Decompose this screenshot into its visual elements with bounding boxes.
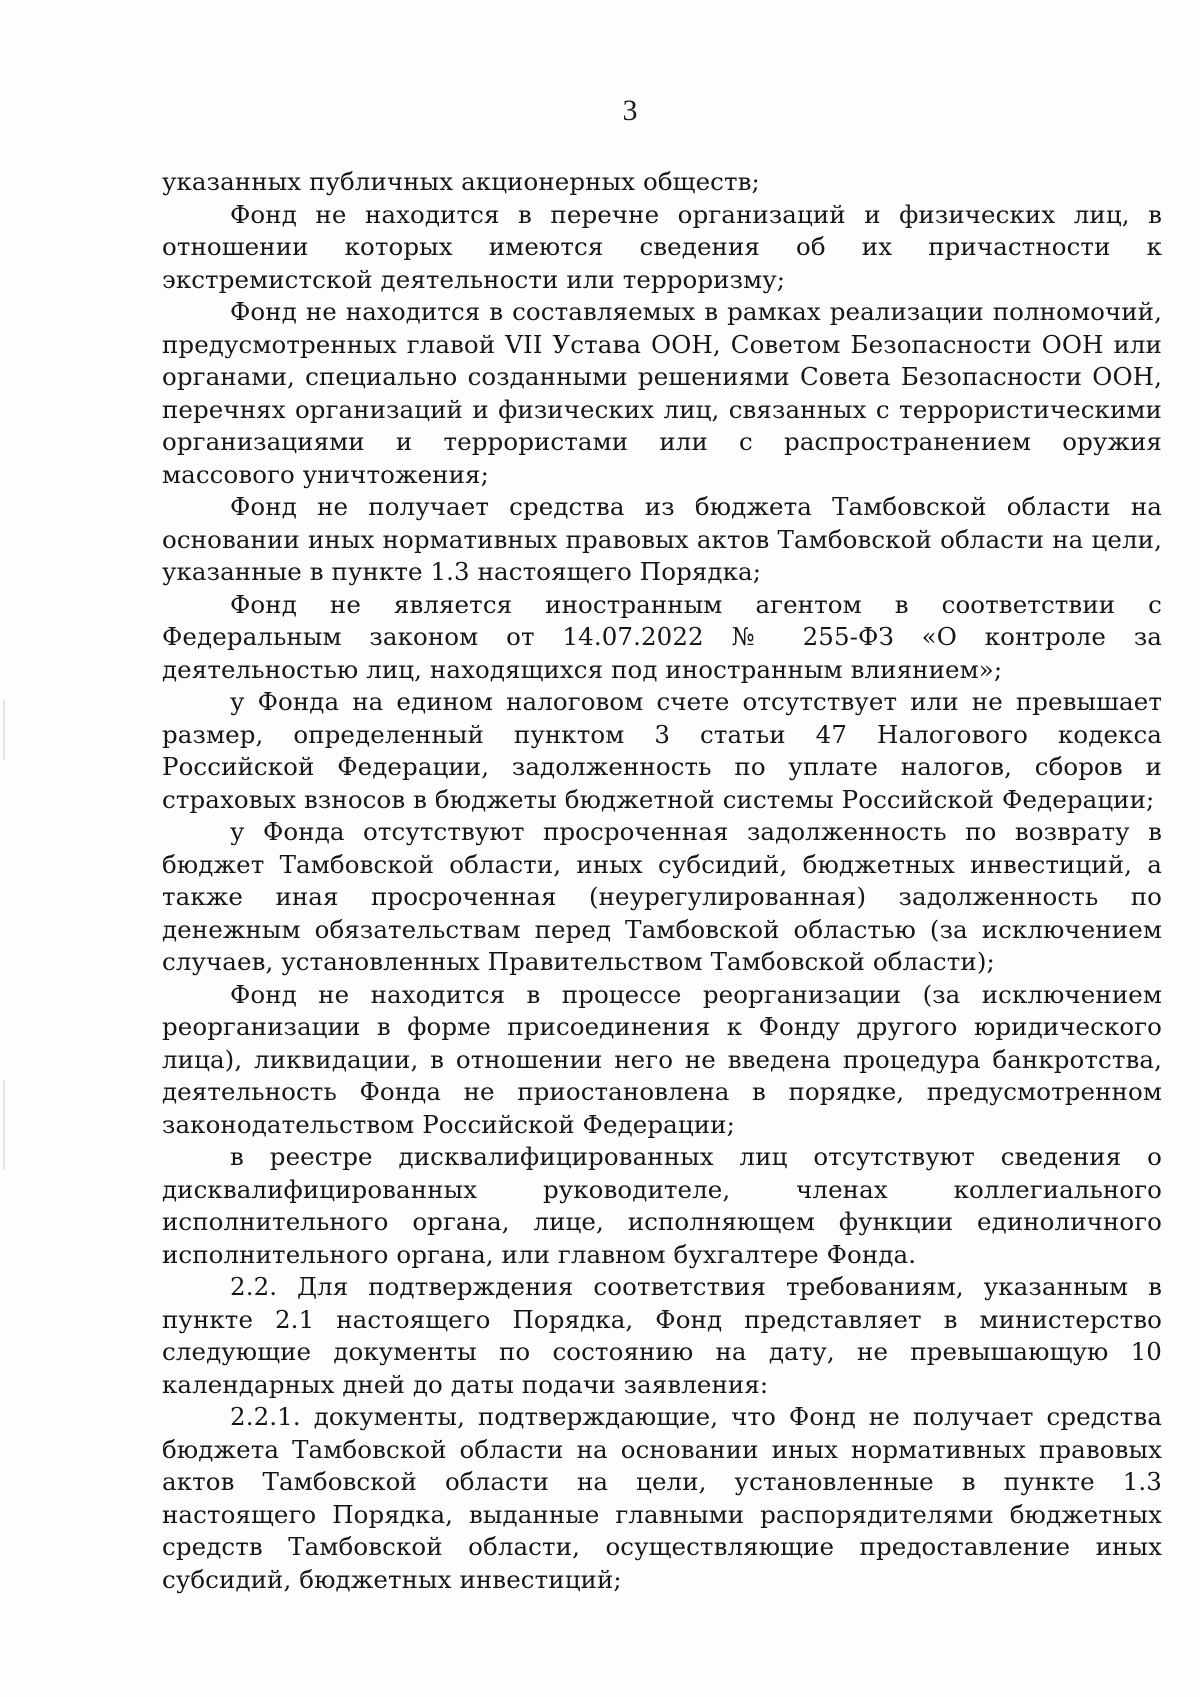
paragraph: 2.2. Для подтверждения соответствия требованиям, указанным в пункте 2.1 настоящего Порядка, Фонд представляет в министерство следующие документы по состоянию на дату, не превышающую 10 календарных дней до даты подачи заявления: [162, 1272, 1162, 1399]
paragraph: у Фонда на едином налоговом счете отсутствует или не превышает размер, определенный пунктом 3 статьи 47 Налогового кодекса Российской Федерации, задолженность по уплате налогов, сборов и страховых взносов в бюджеты бюджетной системы Российской Федерации; [162, 687, 1162, 814]
paragraph: Фонд не находится в перечне организаций и физических лиц, в отношении которых имеются сведения об их причастности к экстремистской деятельности или терроризму; [162, 199, 1162, 294]
paragraph: Фонд не является иностранным агентом в соответствии с Федеральным законом от 14.07.2022 № 255-ФЗ «О контроле за деятельностью лиц, находящихся под иностранным влиянием»; [162, 589, 1162, 684]
paragraph: указанных публичных акционерных обществ; [162, 167, 760, 196]
scan-edge-mark [3, 1080, 5, 1170]
paragraph: Фонд не находится в процессе реорганизации (за исключением реорганизации в форме присоединения к Фонду другого юридического лица), ликвидации, в отношении него не введена процедура банкротства, деятельность Фонда не приостановлена в порядке, предусмотренном законодательством Российской Федерации; [162, 979, 1162, 1139]
paragraph: в реестре дисквалифицированных лиц отсутствуют сведения о дисквалифицированных руководителе, членах коллегиального исполнительного органа, лице, исполняющем функции единоличного исполнительного органа, или главном бухгалтере Фонда. [162, 1142, 1162, 1269]
paragraph: Фонд не находится в составляемых в рамках реализации полномочий, предусмотренных главой VII Устава ООН, Советом Безопасности ООН или органами, специально созданными решениями Совета Безопасности ООН, перечнях организаций и физических лиц, связанных с террористическими организациями и террористами или с распространением оружия массового уничтожения; [162, 297, 1162, 489]
page-number: 3 [622, 94, 638, 127]
scan-edge-mark [3, 700, 5, 760]
paragraph: Фонд не получает средства из бюджета Тамбовской области на основании иных нормативных правовых актов Тамбовской области на цели, указанные в пункте 1.3 настоящего Порядка; [162, 492, 1162, 586]
paragraph: у Фонда отсутствуют просроченная задолженность по возврату в бюджет Тамбовской области, иных субсидий, бюджетных инвестиций, а также иная просроченная (неурегулированная) задолженность по денежным обязательствам перед Тамбовской областью (за исключением случаев, установленных Правительством Тамбовской области); [162, 817, 1162, 976]
document-body [162, 166, 1162, 1596]
paragraph: 2.2.1. документы, подтверждающие, что Фонд не получает средства бюджета Тамбовской области на основании иных нормативных правовых актов Тамбовской области на цели, установленные в пункте 1.3 настоящего Порядка, выданные главными распорядителями бюджетных средств Тамбовской области, осуществляющие предоставление иных субсидий, бюджетных инвестиций; [162, 1402, 1162, 1594]
